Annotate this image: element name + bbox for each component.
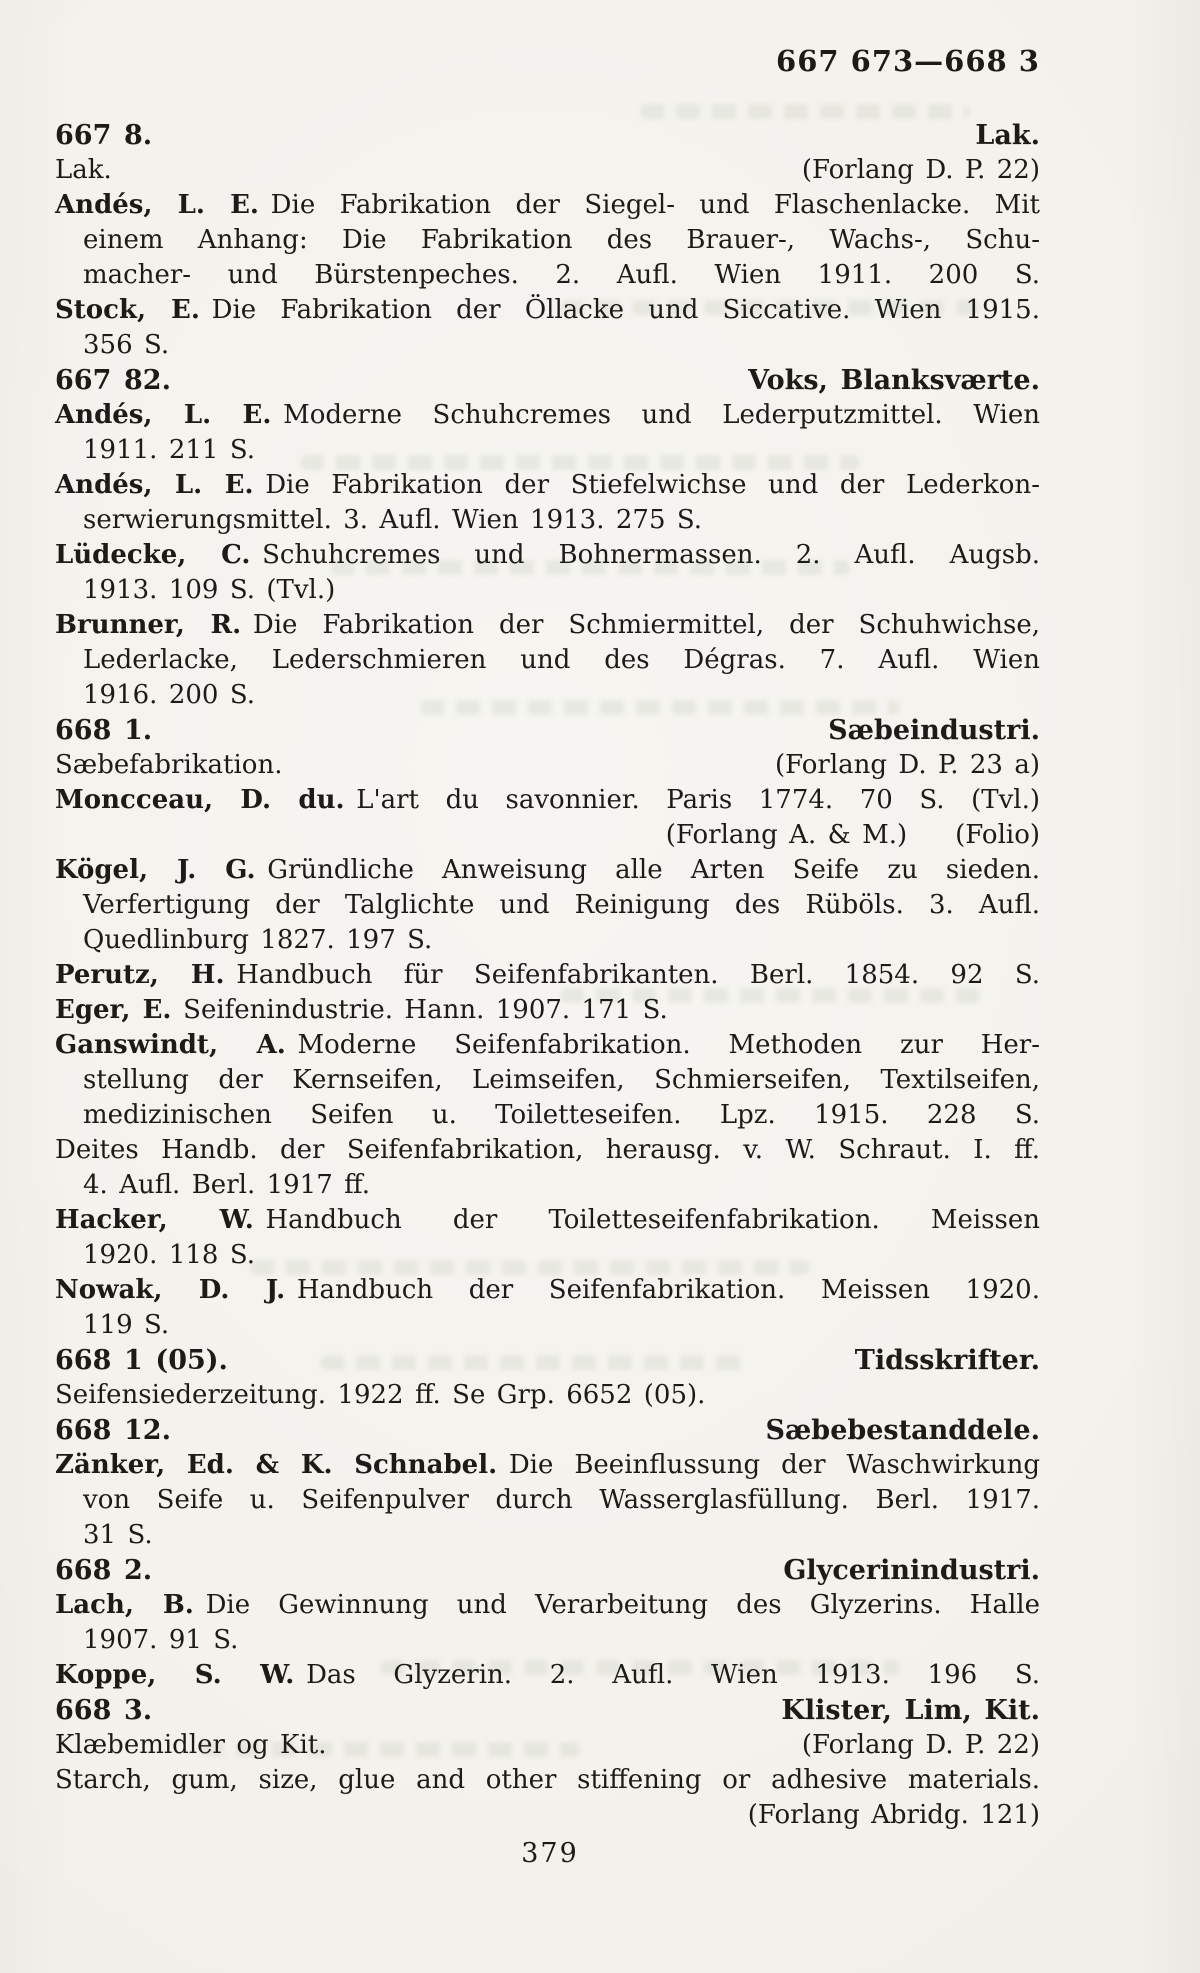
entry-text: 119 S. [83,1310,170,1340]
author-name: Lach, B. [55,1590,194,1620]
entry-text: 4. Aufl. Berl. 1917 ff. [83,1170,370,1200]
bibliography-entry-line [55,853,1040,888]
entry-text: Die Fabrikation der Siegel- und Flaschenlacke. Mit [270,190,1040,220]
bibliography-continuation-line [55,328,1040,363]
bibliography-entry-line [55,783,1040,818]
bibliography-continuation-line [55,1238,1040,1273]
bibliography-continuation-line [55,1098,1040,1133]
entry-text: medizinischen Seifen u. Toiletteseifen. Lpz. 1915. 228 S. [83,1100,1040,1130]
bibliography-entry-line [55,293,1040,328]
bibliography-text-line [55,1378,1040,1413]
forlang-reference: (Forlang D. P. 22) [801,1730,1040,1760]
entry-text: Schuhcremes und Bohnermassen. 2. Aufl. Augsb. [262,540,1040,570]
bibliography-entry-line [55,188,1040,223]
subject-heading: Sæbebestanddele. [765,1415,1040,1446]
entry-text: Die Fabrikation der Schmiermittel, der Schuhwichse, [252,610,1040,640]
entry-text: stellung der Kernseifen, Leimseifen, Schmierseifen, Textilseifen, [83,1065,1040,1095]
author-name: Nowak, D. J. [55,1275,286,1305]
entry-text: Seifenindustrie. Hann. 1907. 171 S. [183,995,668,1025]
bibliography-continuation-line [55,1623,1040,1658]
forlang-reference: (Forlang A. & M.) [665,820,908,850]
entry-text: 31 S. [83,1520,153,1550]
classification-heading-row [55,1553,1040,1588]
classification-heading-row [55,1413,1040,1448]
author-name: Kögel, J. G. [55,855,256,885]
entry-text: 356 S. [83,330,170,360]
bibliography-continuation-line [55,223,1040,258]
entry-text: Verfertigung der Talglichte und Reinigung des Rüböls. 3. Aufl. [83,890,1040,920]
classification-heading-row [55,1343,1040,1378]
entry-text: Lederlacke, Lederschmieren und des Dégras. 7. Aufl. Wien [83,645,1040,675]
author-name: Stock, E. [55,295,200,325]
entry-text: macher- und Bürstenpeches. 2. Aufl. Wien 1911. 200 S. [83,260,1040,290]
bibliography-continuation-line [55,1483,1040,1518]
entry-text: Die Fabrikation der Öllacke und Siccative. Wien 1915. [211,295,1040,325]
forlang-reference: (Forlang D. P. 22) [801,155,1040,185]
classification-number: 667 8. [55,120,153,151]
bibliography-continuation-line [55,503,1040,538]
entry-text: 1907. 91 S. [83,1625,239,1655]
subject-heading: Klister, Lim, Kit. [781,1695,1040,1726]
entry-text: von Seife u. Seifenpulver durch Wasserglasfüllung. Berl. 1917. [83,1485,1040,1515]
author-name: Ganswindt, A. [55,1030,286,1060]
entry-text: Die Beeinflussung der Waschwirkung [508,1450,1040,1480]
page-number [0,1838,1100,1869]
entry-text: 1913. 109 S. (Tvl.) [83,575,336,605]
text-block [55,118,1040,1833]
subject-heading: Sæbeindustri. [828,715,1040,746]
classification-number: 668 2. [55,1555,153,1586]
reference-row [55,1728,1040,1763]
reference-right-line [55,1798,1040,1833]
classification-heading-row [55,1693,1040,1728]
subject-heading: Glycerinindustri. [783,1555,1040,1586]
bibliography-continuation-line [55,258,1040,293]
author-name: Andés, L. E. [55,190,259,220]
entry-text: 1916. 200 S. [83,680,255,710]
author-name: Lüdecke, C. [55,540,251,570]
classification-heading-row [55,363,1040,398]
entry-text: Gründliche Anweisung alle Arten Seife zu sieden. [267,855,1040,885]
entry-text: 1911. 211 S. [83,435,255,465]
entry-text: Starch, gum, size, glue and other stiffening or adhesive materials. [55,1765,1040,1795]
subject-heading: Voks, Blanksværte. [748,365,1040,396]
entry-text: Handbuch für Seifenfabrikanten. Berl. 1854. 92 S. [236,960,1040,990]
entry-text: Die Fabrikation der Stiefelwichse und der Lederkon- [265,470,1040,500]
classification-number: 668 1 (05). [55,1345,228,1376]
bibliography-entry-line [55,1588,1040,1623]
bibliography-continuation-line [55,1063,1040,1098]
bibliography-entry-line [55,538,1040,573]
author-name: Andés, L. E. [55,470,254,500]
bleedthrough-smudge [640,104,970,119]
bibliography-entry-line [55,993,1040,1028]
entry-text: Die Gewinnung und Verarbeitung des Glyzerins. Halle [205,1590,1040,1620]
classification-number: 667 82. [55,365,171,396]
entry-text: serwierungsmittel. 3. Aufl. Wien 1913. 275 S. [83,505,703,535]
bibliography-entry-line [55,398,1040,433]
bibliography-entry-line [55,1658,1040,1693]
bibliography-entry-line [55,1273,1040,1308]
running-header-text: 667 673—668 3 [776,44,1040,78]
bibliography-entry-line [55,1448,1040,1483]
classification-number: 668 12. [55,1415,171,1446]
subject-term: Klæbemidler og Kit. [55,1730,327,1760]
author-name: Andés, L. E. [55,400,272,430]
reference-row [55,748,1040,783]
bibliography-continuation-line [55,433,1040,468]
author-name: Perutz, H. [55,960,225,990]
entry-text: L'art du savonnier. Paris 1774. 70 S. (Tvl.) [356,785,1040,815]
bibliography-entry-line [55,958,1040,993]
bibliography-entry-line [55,1028,1040,1063]
classification-number: 668 1. [55,715,153,746]
forlang-reference: (Forlang Abridg. 121) [747,1800,1040,1830]
author-name: Hacker, W. [55,1205,254,1235]
classification-number: 668 3. [55,1695,153,1726]
entry-text: 1920. 118 S. [83,1240,255,1270]
entry-text: einem Anhang: Die Fabrikation des Brauer-, Wachs-, Schu- [83,225,1040,255]
entry-text: Moderne Seifenfabrikation. Methoden zur Her- [297,1030,1040,1060]
subject-heading: Tidsskrifter. [854,1345,1040,1376]
bibliography-text-line [55,1763,1040,1798]
bibliography-text-line [55,1133,1040,1168]
bibliography-continuation-line [55,923,1040,958]
classification-heading-row [55,713,1040,748]
bibliography-continuation-line [55,888,1040,923]
entry-text: Deites Handb. der Seifenfabrikation, herausg. v. W. Schraut. I. ff. [55,1135,1040,1165]
bibliography-continuation-line [55,678,1040,713]
subject-heading: Lak. [975,120,1040,151]
entry-text: Handbuch der Seifenfabrikation. Meissen 1920. [296,1275,1040,1305]
forlang-reference: (Forlang D. P. 23 a) [775,750,1040,780]
page-number-text: 379 [521,1838,579,1869]
bibliography-continuation-line [55,1518,1040,1553]
subject-term: Lak. [55,155,112,185]
subject-term: Sæbefabrikation. [55,750,283,780]
reference-row [55,153,1040,188]
author-name: Brunner, R. [55,610,242,640]
entry-text: Das Glyzerin. 2. Aufl. Wien 1913. 196 S. [306,1660,1040,1690]
bibliography-entry-line [55,468,1040,503]
entry-text: Handbuch der Toiletteseifenfabrikation. Meissen [265,1205,1040,1235]
author-name: Zänker, Ed. & K. Schnabel. [55,1450,498,1480]
format-note: (Folio) [955,820,1040,850]
bibliography-continuation-line [55,1308,1040,1343]
author-name: Koppe, S. W. [55,1660,295,1690]
classification-heading-row [55,118,1040,153]
author-name: Eger, E. [55,995,172,1025]
reference-right-line [55,818,1040,853]
entry-text: Moderne Schuhcremes und Lederputzmittel. Wien [283,400,1040,430]
bibliography-entry-line [55,1203,1040,1238]
bibliography-entry-line [55,608,1040,643]
author-name: Moncceau, D. du. [55,785,345,815]
bibliography-continuation-line [55,1168,1040,1203]
entry-text: Seifensiederzeitung. 1922 ff. Se Grp. 6652 (05). [55,1380,706,1410]
bibliography-continuation-line [55,573,1040,608]
entry-text: Quedlinburg 1827. 197 S. [83,925,433,955]
running-header [55,44,1040,78]
bibliography-continuation-line [55,643,1040,678]
